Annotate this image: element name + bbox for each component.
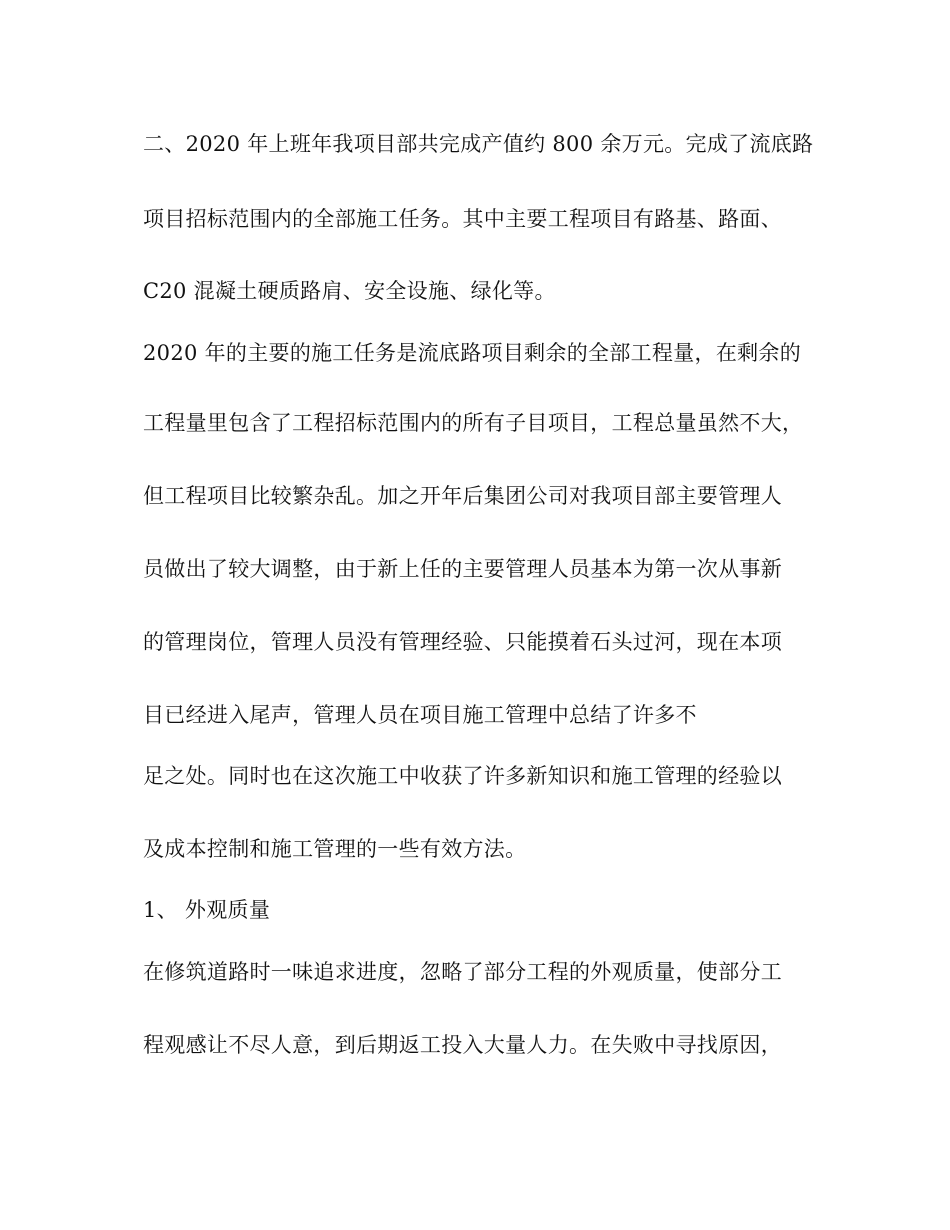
paragraph-line: 员做出了较大调整，由于新上任的主要管理人员基本为第一次从事新: [143, 557, 782, 581]
paragraph-line: C20 混凝土硬质路肩、安全设施、绿化等。: [143, 279, 556, 303]
paragraph-line: 足之处。同时也在这次施工中收获了许多新知识和施工管理的经验以: [143, 764, 782, 788]
paragraph-line: 程观感让不尽人意，到后期返工投入大量人力。在失败中寻找原因，: [143, 1033, 782, 1057]
paragraph-line: 项目招标范围内的全部施工任务。其中主要工程项目有路基、路面、: [143, 207, 782, 231]
paragraph-line: 在修筑道路时一味追求进度，忽略了部分工程的外观质量，使部分工: [143, 960, 782, 984]
paragraph-line: 目已经进入尾声，管理人员在项目施工管理中总结了许多不: [143, 703, 697, 727]
paragraph-line: 二、2020 年上班年我项目部共完成产值约 800 余万元。完成了流底路: [143, 132, 814, 156]
paragraph-line: 但工程项目比较繁杂乱。加之开年后集团公司对我项目部主要管理人: [143, 484, 782, 508]
section-heading: 1、 外观质量: [143, 898, 271, 922]
paragraph-line: 的管理岗位，管理人员没有管理经验、只能摸着石头过河，现在本项: [143, 630, 782, 654]
paragraph-line: 2020 年的主要的施工任务是流底路项目剩余的全部工程量，在剩余的: [143, 341, 802, 365]
paragraph-line: 工程量里包含了工程招标范围内的所有子目项目，工程总量虽然不大，: [143, 411, 804, 435]
paragraph-line: 及成本控制和施工管理的一些有效方法。: [143, 837, 527, 861]
